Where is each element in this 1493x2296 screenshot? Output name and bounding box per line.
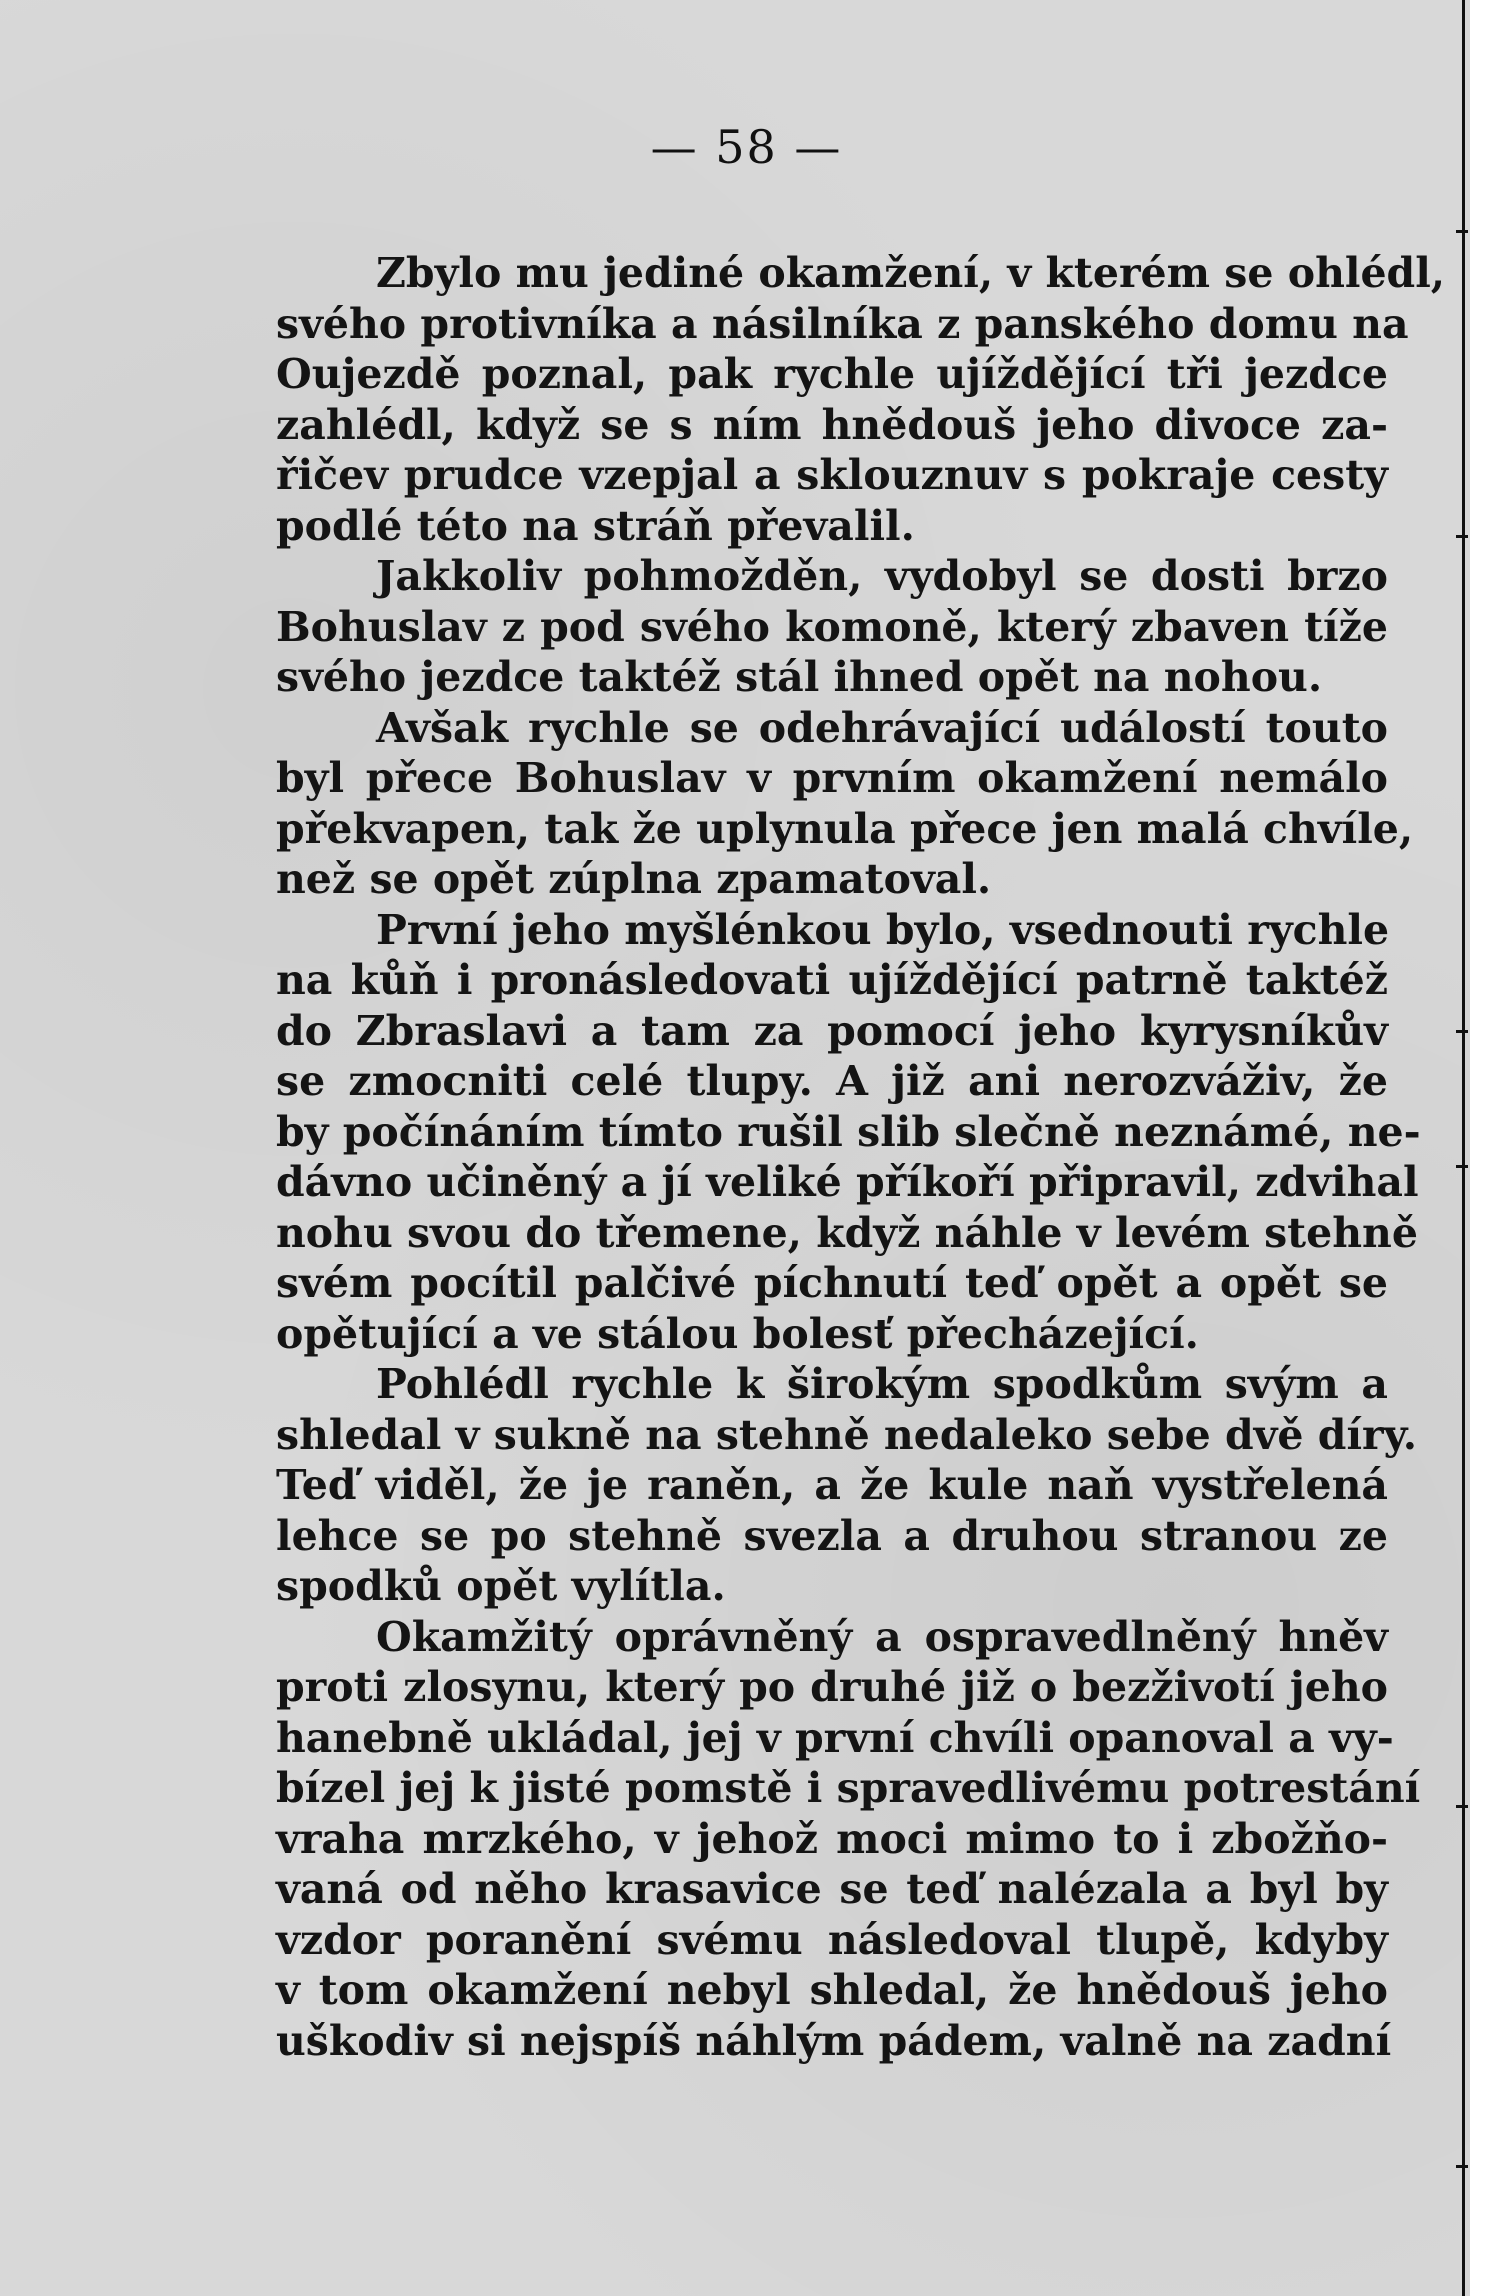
- text-line: spodků opět vylítla.: [276, 1562, 726, 1610]
- text-line: vraha mrzkého, v jehož moci mimo to i zbožňo-: [276, 1814, 1388, 1863]
- body-text: [276, 248, 1446, 2066]
- text-line: První jeho myšlénkou bylo, vsednouti rychle: [376, 905, 1390, 954]
- text-line: bízel jej k jisté pomstě i spravedlivému potrestání: [276, 1764, 1421, 1812]
- text-line: Avšak rychle se odehrávající událostí touto: [376, 703, 1388, 752]
- text-line: svého protivníka a násilníka z panského domu na: [276, 299, 1409, 348]
- text-line: vzdor poranění svému následoval tlupě, kdyby: [276, 1915, 1388, 1964]
- text-line: Bohuslav z pod svého komoně, který zbaven tíže: [276, 602, 1388, 651]
- text-line: do Zbraslavi a tam za pomocí jeho kyrysníkův: [276, 1006, 1388, 1055]
- text-line: Pohlédl rychle k širokým spodkům svým a: [376, 1360, 1388, 1408]
- text-line: uškodiv si nejspíš náhlým pádem, valně na zadní: [276, 2016, 1392, 2065]
- edge-tick: [1456, 535, 1468, 538]
- text-line: vaná od něho krasavice se teď nalézala a byl by: [276, 1865, 1388, 1913]
- edge-tick: [1456, 1165, 1468, 1168]
- text-line: shledal v sukně na stehně nedaleko sebe dvě díry.: [276, 1410, 1418, 1459]
- text-line: se zmocniti celé tlupy. A již ani nerozváživ, že: [276, 1057, 1388, 1105]
- text-line: dávno učiněný a jí veliké příkoří připravil, zdvihal: [276, 1158, 1419, 1206]
- page-number: — 58 —: [650, 120, 843, 174]
- text-line: opětující a ve stálou bolesť přecházející.: [276, 1309, 1199, 1358]
- text-line: v tom okamžení nebyl shledal, že hnědouš jeho: [276, 1966, 1388, 2014]
- text-line: než se opět zúplna zpamatoval.: [276, 855, 992, 903]
- text-line: lehce se po stehně svezla a druhou stranou ze: [276, 1511, 1388, 1560]
- text-line: by počínáním tímto rušil slib slečně neznámé, ne-: [276, 1107, 1421, 1156]
- edge-tick: [1456, 2165, 1468, 2168]
- text-line: nohu svou do třemene, když náhle v levém stehně: [276, 1208, 1418, 1257]
- edge-tick: [1456, 1805, 1468, 1808]
- text-line: Okamžitý oprávněný a ospravedlněný hněv: [376, 1612, 1388, 1661]
- text-line: Zbylo mu jediné okamžení, v kterém se ohlédl,: [376, 249, 1446, 297]
- text-line: Oujezdě poznal, pak rychle ujíždějící tři jezdce: [276, 350, 1388, 398]
- text-line: překvapen, tak že uplynula přece jen malá chvíle,: [276, 804, 1414, 853]
- edge-tick: [1456, 1030, 1468, 1033]
- text-line: zahlédl, když se s ním hnědouš jeho divoce za-: [276, 400, 1388, 449]
- text-line: byl přece Bohuslav v prvním okamžení nemálo: [276, 754, 1388, 802]
- text-line: Jakkoliv pohmožděn, vydobyl se dosti brzo: [376, 552, 1388, 600]
- text-line: svého jezdce taktéž stál ihned opět na nohou.: [276, 653, 1323, 701]
- text-line: proti zlosynu, který po druhé již o bezživotí jeho: [276, 1663, 1388, 1711]
- page-edge-rule: [1462, 0, 1465, 2296]
- edge-tick: [1456, 230, 1468, 233]
- text-line: Teď viděl, že je raněn, a že kule naň vystřelená: [276, 1461, 1388, 1509]
- text-line: podlé této na stráň převalil.: [276, 501, 915, 550]
- text-line: na kůň i pronásledovati ujíždějící patrně taktéž: [276, 956, 1388, 1004]
- text-line: svém pocítil palčivé píchnutí teď opět a opět se: [276, 1259, 1388, 1307]
- text-line: řičev prudce vzepjal a sklouznuv s pokraje cesty: [276, 451, 1388, 499]
- text-line: hanebně ukládal, jej v první chvíli opanoval a vy-: [276, 1713, 1394, 1762]
